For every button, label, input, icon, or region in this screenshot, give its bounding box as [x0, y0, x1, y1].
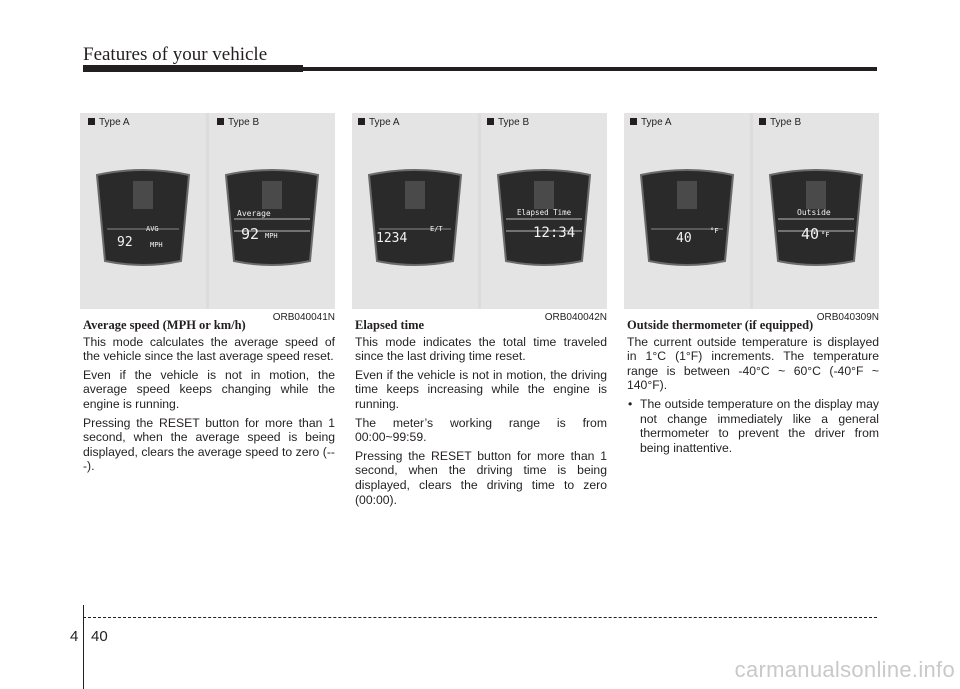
lcd-unit: °F [821, 231, 830, 239]
paragraph: The current outside temperature is displayed in 1°C (1°F) increments. The temperature range is between -40°C ~ 60°C (-40°F ~ 140°F). [627, 334, 879, 393]
figure-elapsed-time [352, 113, 607, 323]
lcd-value: 40 [676, 231, 692, 246]
cluster-display-icon [365, 169, 465, 269]
paragraph: The meter’s working range is from 00:00~99:59. [355, 415, 607, 445]
footer-rule [83, 617, 877, 618]
type-a-tag: Type A [88, 117, 130, 128]
figure-average-speed [80, 113, 335, 323]
lcd-label: E/T [430, 225, 443, 233]
lcd-value: 1234 [376, 231, 408, 246]
figure-panel-type-b [753, 113, 879, 309]
watermark-text: carmanualsonline.info [734, 657, 955, 682]
type-b-tag: Type B [487, 117, 529, 128]
lcd-unit: °F [710, 227, 719, 235]
section-outside-thermometer [627, 318, 879, 455]
lcd-unit: MPH [265, 232, 278, 240]
type-b-tag: Type B [217, 117, 259, 128]
figure-code: ORB040042N [544, 312, 607, 323]
footer-divider [83, 605, 84, 689]
figure-code: ORB040309N [816, 312, 879, 323]
lcd-value: 92 [241, 225, 260, 243]
section-heading: Outside thermometer (if equipped) [627, 318, 814, 332]
cluster-display-icon [93, 169, 193, 269]
figure-panel-type-a [80, 113, 206, 309]
figure-panel-type-b [481, 113, 607, 309]
page-header-title: Features of your vehicle [83, 44, 268, 65]
type-a-tag: Type A [630, 117, 672, 128]
type-a-tag: Type A [358, 117, 400, 128]
bullet-item: • The outside temperature on the display may not change immediately like a general thermometer to prevent the driver from being inattentive. [640, 397, 879, 455]
figure-panel-type-b [209, 113, 335, 309]
figure-code: ORB040041N [272, 312, 335, 323]
section-elapsed-time [355, 318, 607, 511]
lcd-label: Elapsed Time [517, 208, 572, 217]
paragraph: Pressing the RESET button for more than 1 second, when the driving time is being displayed, clears the driving time to zero (00:00). [355, 448, 607, 507]
lcd-label: AVG [146, 225, 159, 233]
figure-outside-temperature [624, 113, 879, 323]
page-number: 40 [91, 628, 108, 645]
figure-panel-type-a [352, 113, 478, 309]
lcd-value: 92 [117, 235, 133, 250]
header-rule [83, 67, 877, 71]
cluster-display-icon [637, 169, 737, 269]
type-b-tag: Type B [759, 117, 801, 128]
paragraph: This mode indicates the total time traveled since the last driving time reset. [355, 334, 607, 364]
cluster-display-icon [766, 169, 866, 269]
cluster-display-icon [494, 169, 594, 269]
paragraph: Even if the vehicle is not in motion, the average speed keeps changing while the engine is running. [83, 367, 335, 411]
paragraph: Even if the vehicle is not in motion, the driving time keeps increasing while the engine is running. [355, 367, 607, 411]
paragraph: This mode calculates the average speed of the vehicle since the last average speed reset. [83, 334, 335, 364]
paragraph: Pressing the RESET button for more than 1 second, when the average speed is being displayed, clears the average speed to zero (---). [83, 415, 335, 474]
lcd-label: Average [237, 209, 271, 218]
section-average-speed [83, 318, 335, 478]
lcd-label: Outside [797, 208, 831, 217]
lcd-value: 40 [801, 225, 820, 243]
lcd-unit: MPH [150, 241, 163, 249]
figure-panel-type-a [624, 113, 750, 309]
bullet-list [627, 397, 879, 455]
section-heading: Elapsed time [355, 318, 425, 332]
section-heading: Average speed (MPH or km/h) [83, 318, 246, 332]
cluster-display-icon [222, 169, 322, 269]
lcd-value: 12:34 [533, 225, 576, 241]
chapter-number: 4 [70, 628, 79, 645]
